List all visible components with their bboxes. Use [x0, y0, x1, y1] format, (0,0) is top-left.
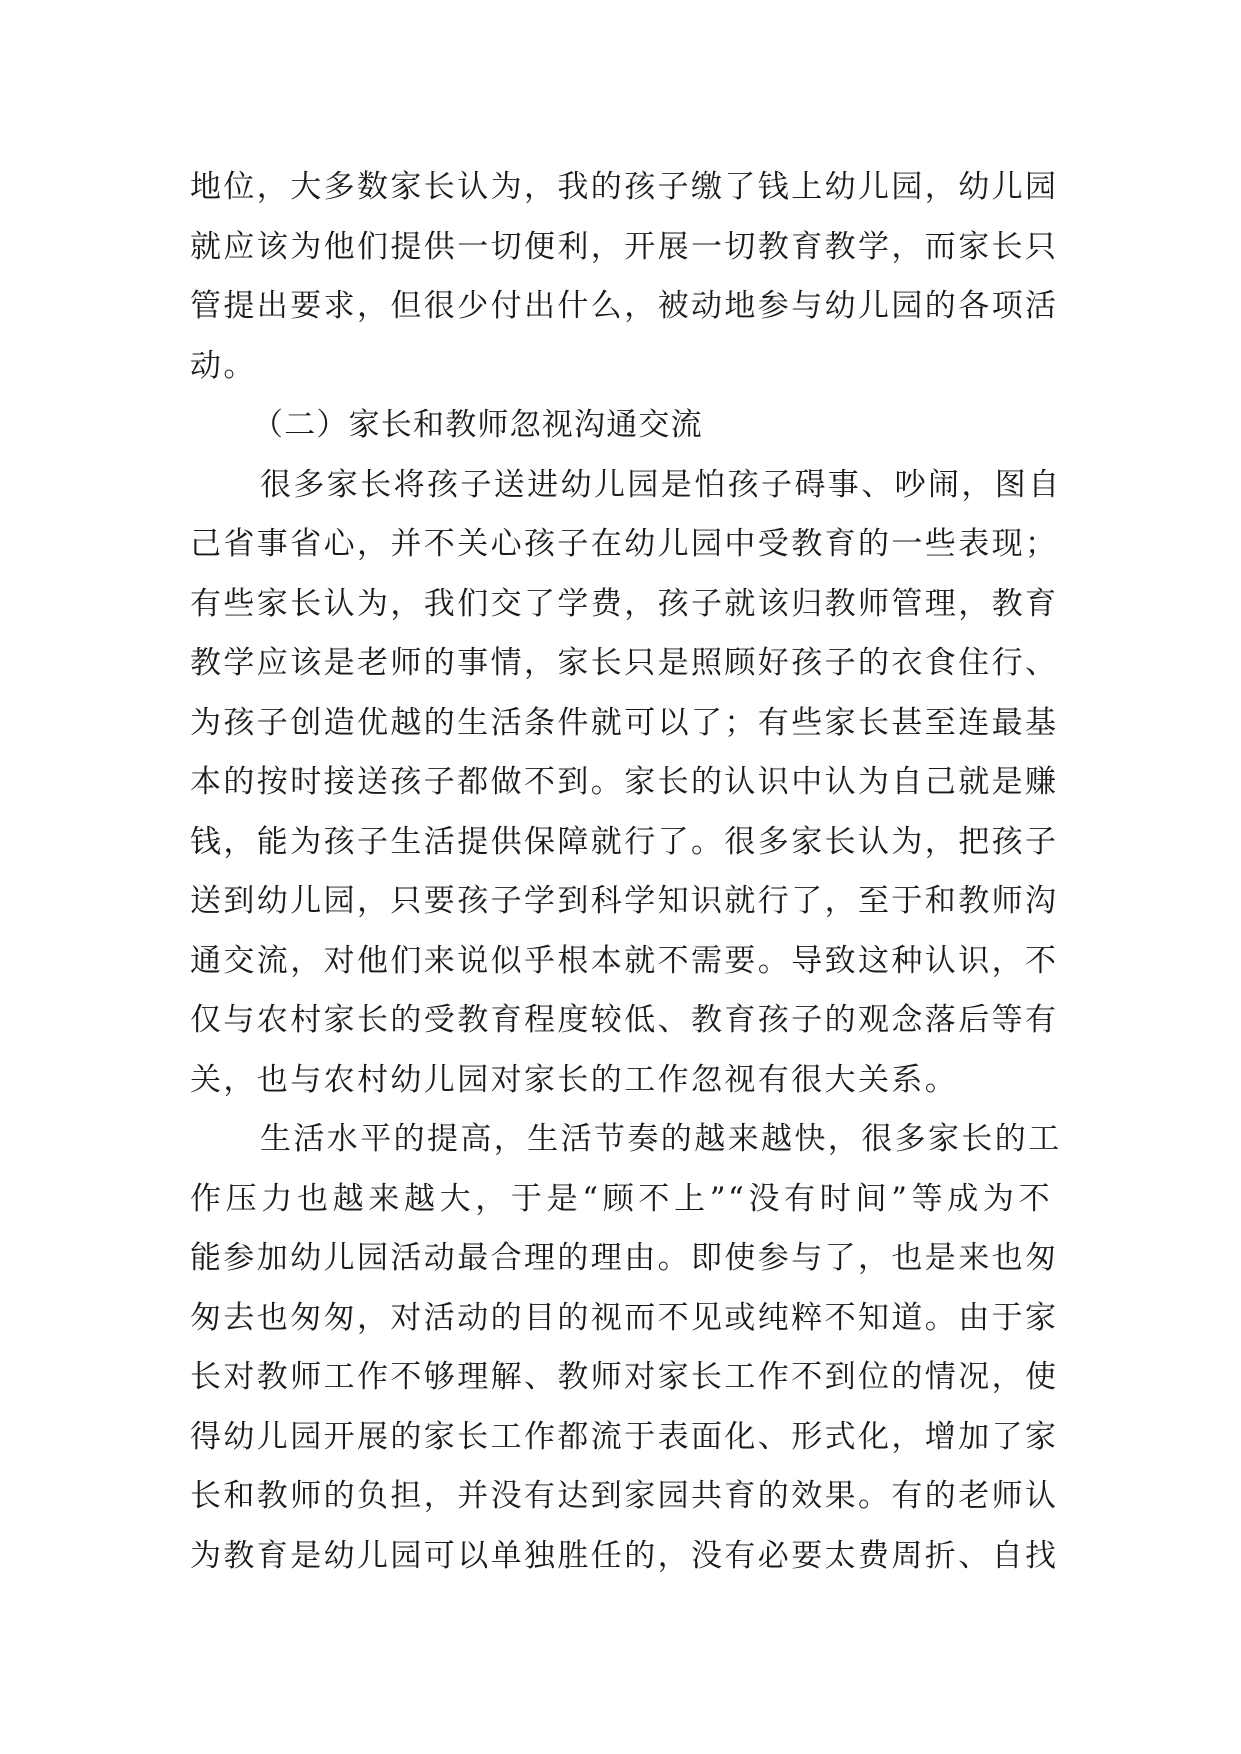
text-line: 为孩子创造优越的生活条件就可以了；有些家长甚至连最基 [190, 704, 1059, 741]
text-line: 为教育是幼儿园可以单独胜任的，没有必要太费周折、自找 [190, 1537, 1059, 1574]
text-line: 己省事省心，并不关心孩子在幼儿园中受教育的一些表现； [190, 526, 1059, 562]
text-line: 有些家长认为，我们交了学费，孩子就该归教师管理，教育 [190, 585, 1059, 622]
text-line: 管提出要求，但很少付出什么，被动地参与幼儿园的各项活 [190, 288, 1059, 324]
text-line: 长和教师的负担，并没有达到家园共育的效果。有的老师认 [190, 1478, 1059, 1514]
paragraph-1 [190, 158, 1059, 396]
text-line: 送到幼儿园，只要孩子学到科学知识就行了，至于和教师沟 [190, 883, 1059, 919]
text-line: 长对教师工作不够理解、教师对家长工作不到位的情况，使 [190, 1359, 1059, 1395]
paragraph-2 [190, 456, 1062, 1111]
text-line: 教学应该是老师的事情，家长只是照顾好孩子的衣食住行、 [190, 645, 1059, 681]
section-heading: （二）家长和教师忽视沟通交流 [252, 407, 703, 443]
text-line: 得幼儿园开展的家长工作都流于表面化、形式化，增加了家 [190, 1418, 1059, 1455]
paragraph-3 [190, 1110, 1062, 1586]
text-line: 很多家长将孩子送进幼儿园是怕孩子碍事、吵闹，图自 [260, 466, 1062, 503]
text-line: 就应该为他们提供一切便利，开展一切教育教学，而家长只 [190, 228, 1059, 265]
text-line: 作压力也越来越大，于是“顾不上”“没有时间”等成为不 [190, 1180, 1052, 1217]
text-line: 通交流，对他们来说似乎根本就不需要。导致这种认识，不 [190, 942, 1059, 979]
text-line: 仅与农村家长的受教育程度较低、教育孩子的观念落后等有 [190, 1002, 1059, 1038]
document-page [190, 158, 1062, 1586]
text-line: 本的按时接送孩子都做不到。家长的认识中认为自己就是赚 [190, 764, 1059, 800]
text-line: 匆去也匆匆，对活动的目的视而不见或纯粹不知道。由于家 [190, 1299, 1059, 1336]
text-line: 生活水平的提高，生活节奏的越来越快，很多家长的工 [260, 1121, 1062, 1157]
text-line: 能参加幼儿园活动最合理的理由。即使参与了，也是来也匆 [190, 1240, 1059, 1276]
text-line: 动。 [190, 347, 257, 384]
text-line: 地位，大多数家长认为，我的孩子缴了钱上幼儿园，幼儿园 [190, 169, 1059, 205]
text-line: 关，也与农村幼儿园对家长的工作忽视有很大关系。 [190, 1061, 959, 1098]
text-line: 钱，能为孩子生活提供保障就行了。很多家长认为，把孩子 [190, 823, 1059, 860]
